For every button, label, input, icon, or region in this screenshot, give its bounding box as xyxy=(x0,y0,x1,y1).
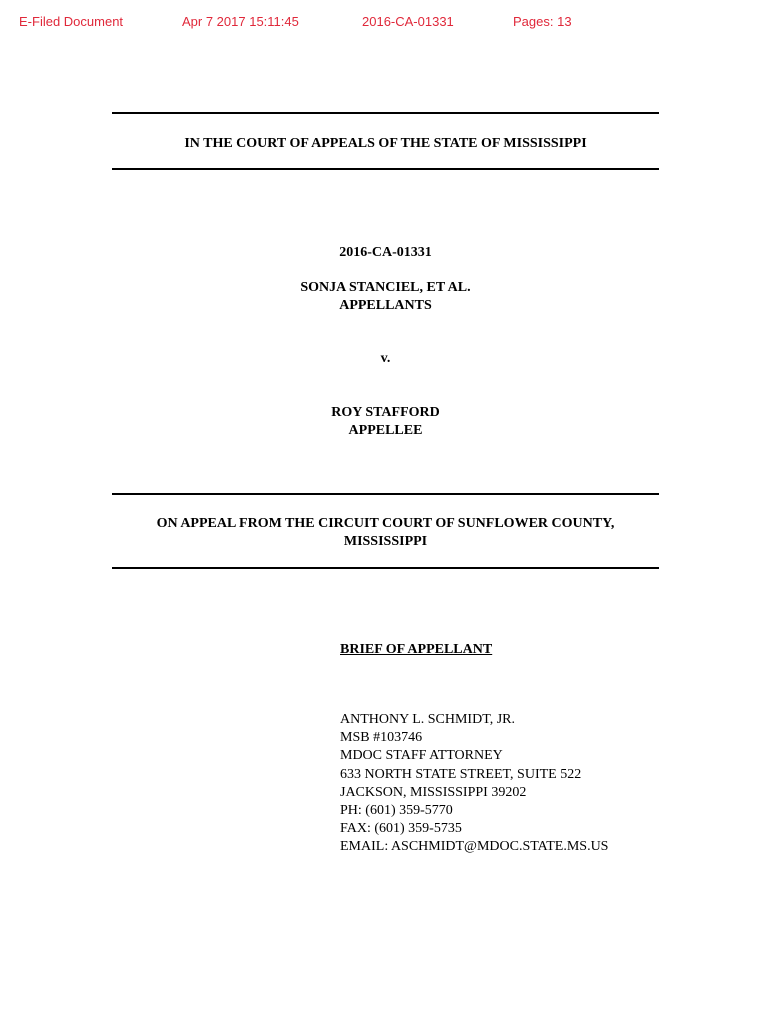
divider-rule xyxy=(112,112,659,114)
attorney-name: ANTHONY L. SCHMIDT, JR. xyxy=(340,712,515,727)
efiled-label: E-Filed Document xyxy=(19,14,124,29)
appellants-name: SONJA STANCIEL, ET AL. xyxy=(300,280,471,295)
appeal-from-block xyxy=(112,515,659,551)
brief-title: BRIEF OF APPELLANT xyxy=(340,642,493,657)
appellee-block xyxy=(112,404,659,440)
attorney-fax: FAX: (601) 359-5735 xyxy=(340,821,462,837)
appellee-name: ROY STAFFORD xyxy=(331,405,440,420)
appellants-role: APPELLANTS xyxy=(339,298,432,313)
appeal-from-state: MISSISSIPPI xyxy=(343,534,428,549)
attorney-email: EMAIL: ASCHMIDT@MDOC.STATE.MS.US xyxy=(340,839,609,855)
attorney-block xyxy=(340,711,608,857)
appellants-block xyxy=(112,279,659,315)
attorney-bar-number: MSB #103746 xyxy=(340,730,423,746)
versus-text: v. xyxy=(380,351,391,366)
divider-rule xyxy=(112,493,659,495)
attorney-street: 633 NORTH STATE STREET, SUITE 522 xyxy=(340,766,582,782)
divider-rule xyxy=(112,567,659,569)
court-heading: IN THE COURT OF APPEALS OF THE STATE OF MISSISSIPPI xyxy=(184,136,587,151)
page-count: Pages: 13 xyxy=(513,14,572,29)
filed-timestamp: Apr 7 2017 15:11:45 xyxy=(182,14,299,29)
attorney-title: MDOC STAFF ATTORNEY xyxy=(340,748,503,764)
divider-rule xyxy=(112,168,659,170)
stamp-case-number: 2016-CA-01331 xyxy=(362,14,454,29)
attorney-city: JACKSON, MISSISSIPPI 39202 xyxy=(340,784,527,800)
attorney-phone: PH: (601) 359-5770 xyxy=(340,803,453,819)
caption-case-number: 2016-CA-01331 xyxy=(339,245,432,260)
appellee-role: APPELLEE xyxy=(348,423,423,438)
appeal-from-line: ON APPEAL FROM THE CIRCUIT COURT OF SUNFLOWER COUNTY, xyxy=(156,516,615,531)
